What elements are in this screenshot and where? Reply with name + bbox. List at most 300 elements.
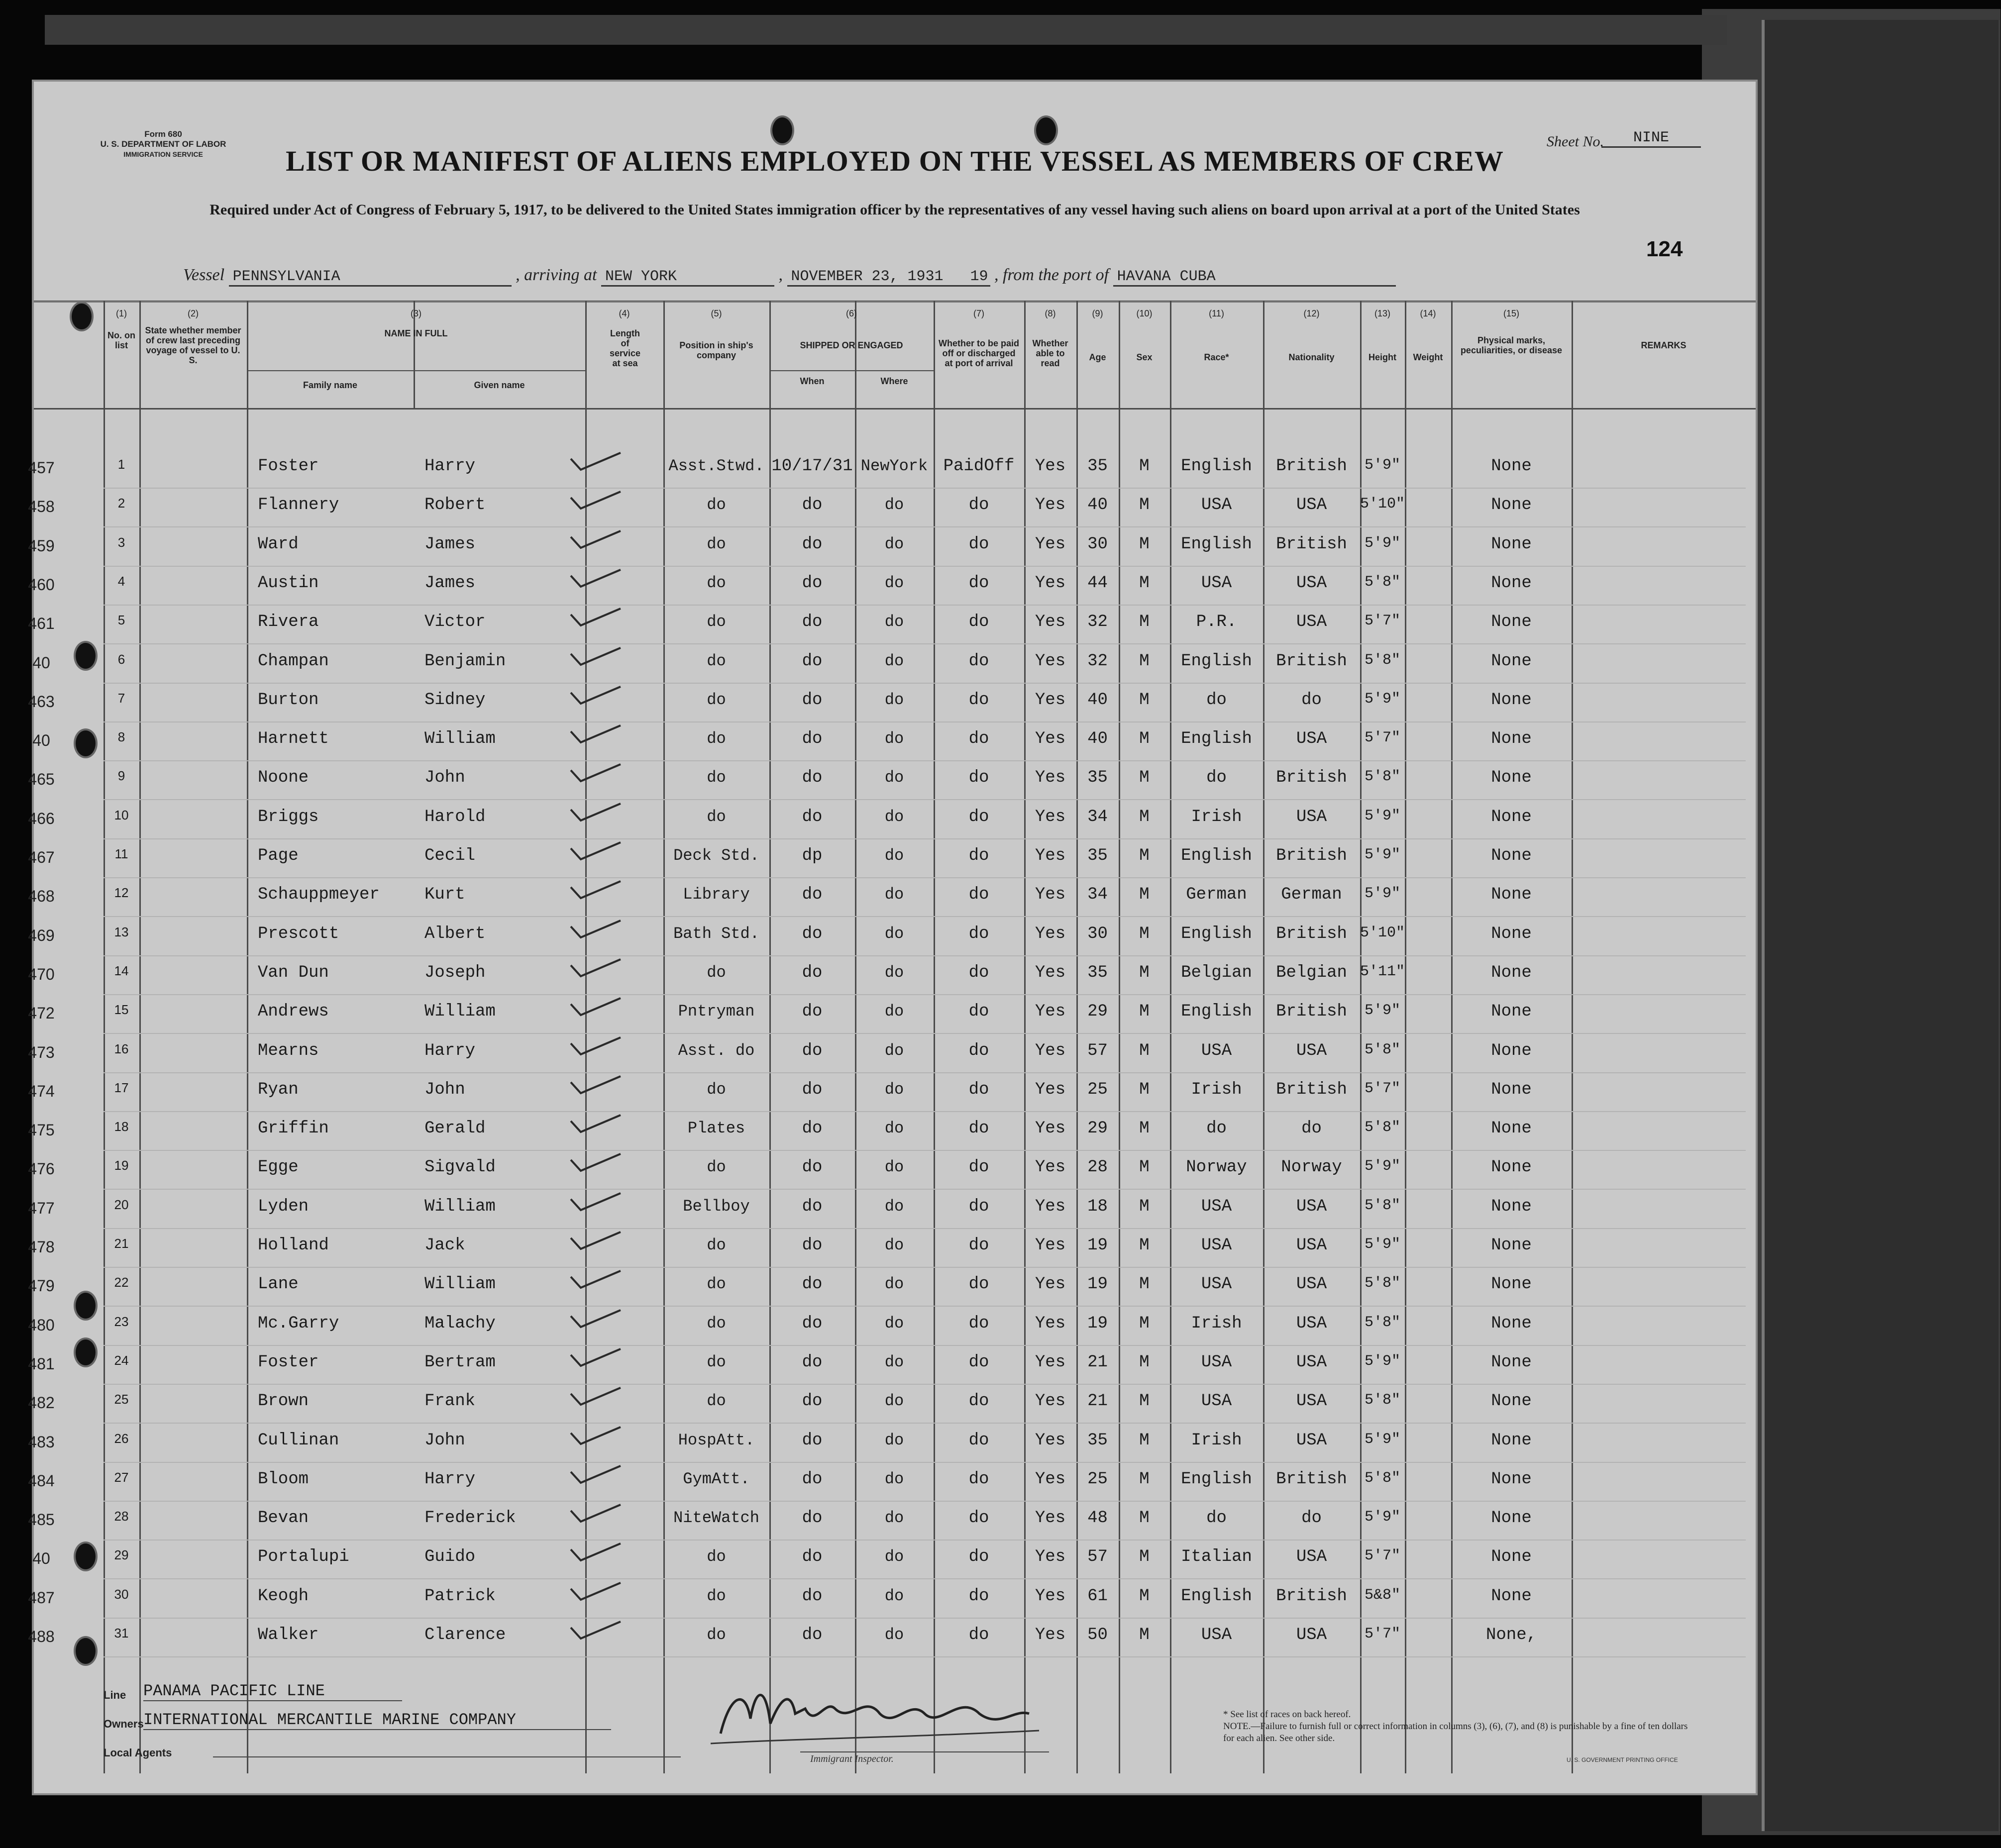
when-cell: do [802, 768, 823, 788]
sex-cell: M [1139, 1197, 1150, 1216]
footer-notes [1223, 1709, 1691, 1745]
age-cell: 32 [1087, 651, 1108, 671]
age-cell: 28 [1087, 1158, 1108, 1177]
nationality-cell: USA [1296, 1236, 1327, 1255]
age-cell: 21 [1087, 1352, 1108, 1372]
row-number: 29 [114, 1547, 129, 1563]
physical-cell: None [1491, 768, 1532, 788]
header-state-crew: State whether member of crew last preceding voyage of vessel to U. S. [145, 325, 241, 365]
nationality-cell: British [1276, 534, 1347, 554]
col-num-4: (4) [619, 308, 630, 318]
where-cell: NewYork [860, 457, 928, 475]
when-cell: do [802, 690, 823, 710]
sex-cell: M [1139, 1586, 1150, 1606]
vessel-label: Vessel [183, 266, 225, 284]
margin-serial-number: 468 [28, 887, 55, 906]
nationality-cell: do [1301, 690, 1322, 710]
race-cell: USA [1201, 1236, 1232, 1255]
check-mark-icon [569, 1465, 624, 1485]
family-name-cell: Portalupi [258, 1547, 349, 1567]
read-cell: Yes [1035, 534, 1066, 554]
given-name-cell: Frederick [424, 1509, 516, 1528]
sex-cell: M [1139, 963, 1150, 982]
nationality-cell: do [1301, 1119, 1322, 1138]
col-num-1: (1) [116, 308, 127, 318]
height-cell: 5'8" [1364, 1041, 1400, 1058]
age-cell: 25 [1087, 1080, 1108, 1099]
position-cell: GymAtt. [683, 1469, 750, 1488]
where-cell: do [884, 1586, 904, 1605]
read-cell: Yes [1035, 1314, 1066, 1333]
check-mark-icon [569, 920, 624, 939]
check-mark-icon [569, 958, 624, 978]
crew-rows [28, 82, 1756, 1793]
check-mark-icon [569, 1504, 624, 1524]
given-name-cell: James [424, 534, 476, 554]
family-name-cell: Harnett [258, 729, 329, 749]
given-name-cell: William [424, 1002, 496, 1022]
sex-cell: M [1139, 1469, 1150, 1489]
row-number: 27 [114, 1469, 129, 1485]
nationality-cell: USA [1296, 1392, 1327, 1411]
when-cell: do [802, 1197, 823, 1216]
given-name-cell: Victor [424, 613, 486, 632]
when-cell: do [802, 613, 823, 632]
where-cell: do [884, 846, 904, 865]
table-row [28, 995, 1756, 1034]
paid-off-cell: do [968, 1626, 989, 1644]
where-cell: do [884, 534, 904, 553]
margin-serial-number: 475 [28, 1121, 55, 1139]
given-name-cell: James [424, 573, 476, 593]
age-cell: 29 [1087, 1119, 1108, 1138]
check-mark-icon [569, 452, 624, 472]
margin-serial-number: 476 [28, 1160, 55, 1178]
position-cell: Deck Std. [673, 846, 759, 865]
table-row [28, 1034, 1756, 1073]
paid-off-cell: do [968, 496, 989, 515]
paid-off-cell: do [968, 1197, 989, 1216]
family-name-cell: Walker [258, 1626, 319, 1644]
family-name-cell: Rivera [258, 613, 319, 632]
physical-cell: None [1491, 457, 1532, 476]
race-cell: Irish [1191, 807, 1242, 826]
where-cell: do [884, 885, 904, 904]
sex-cell: M [1139, 1352, 1150, 1372]
when-cell: dp [802, 846, 823, 865]
check-mark-icon [569, 841, 624, 861]
row-number: 25 [114, 1392, 129, 1407]
height-cell: 5&8" [1364, 1586, 1400, 1604]
position-cell: Plates [687, 1119, 745, 1138]
given-name-cell: Sigvald [424, 1158, 496, 1177]
height-cell: 5'8" [1364, 1469, 1400, 1487]
check-mark-icon [569, 724, 624, 744]
table-row [28, 801, 1756, 839]
sheet-number-label: Sheet No. [1547, 133, 1604, 150]
col-num-6: (6) [846, 308, 857, 318]
races-note: * See list of races on back hereof. [1223, 1709, 1351, 1720]
when-cell: do [802, 1041, 823, 1060]
nationality-cell: USA [1296, 1275, 1327, 1294]
age-cell: 30 [1087, 924, 1108, 943]
nationality-cell: USA [1296, 1197, 1327, 1216]
col-num-15: (15) [1503, 308, 1519, 318]
paid-off-cell: PaidOff [943, 457, 1015, 476]
position-cell: Pntryman [678, 1002, 755, 1021]
table-row [28, 1073, 1756, 1112]
where-cell: do [884, 729, 904, 748]
race-cell: do [1206, 690, 1227, 710]
row-number: 21 [114, 1236, 129, 1251]
margin-serial-number: 480 [28, 1316, 55, 1334]
given-name-cell: Harry [424, 1041, 476, 1060]
height-cell: 5'7" [1364, 1626, 1400, 1643]
local-agents-line [213, 1756, 681, 1757]
given-name-cell: William [424, 1275, 496, 1294]
physical-cell: None [1491, 613, 1532, 632]
check-mark-icon [569, 1348, 624, 1368]
when-cell: do [802, 534, 823, 554]
where-cell: do [884, 963, 904, 982]
family-name-cell: Austin [258, 573, 319, 593]
race-cell: USA [1201, 573, 1232, 593]
where-cell: do [884, 1469, 904, 1488]
physical-cell: None [1491, 924, 1532, 943]
nationality-cell: British [1276, 924, 1347, 943]
age-cell: 35 [1087, 1431, 1108, 1450]
paid-off-cell: do [968, 846, 989, 865]
header-nationality: Nationality [1288, 352, 1335, 362]
physical-cell: None [1491, 885, 1532, 905]
race-cell: English [1181, 1002, 1252, 1022]
race-cell: English [1181, 846, 1252, 865]
sex-cell: M [1139, 1041, 1150, 1060]
line-label: Line [104, 1689, 126, 1701]
height-cell: 5'10" [1360, 496, 1405, 513]
margin-serial-number: 483 [28, 1433, 55, 1451]
nationality-cell: USA [1296, 729, 1327, 749]
physical-cell: None [1491, 846, 1532, 865]
given-name-cell: Robert [424, 496, 486, 515]
row-number: 8 [117, 729, 125, 745]
sex-cell: M [1139, 534, 1150, 554]
row-number: 31 [114, 1626, 129, 1641]
read-cell: Yes [1035, 1431, 1066, 1450]
nationality-cell: Belgian [1276, 963, 1347, 982]
owners-label: Owners [104, 1718, 144, 1730]
nationality-cell: USA [1296, 573, 1327, 593]
physical-cell: None, [1485, 1626, 1537, 1644]
where-cell: do [884, 1547, 904, 1566]
sex-cell: M [1139, 1314, 1150, 1333]
read-cell: Yes [1035, 457, 1066, 476]
sheet-number-value: NINE [1601, 129, 1701, 148]
row-number: 19 [114, 1158, 129, 1173]
when-cell: do [802, 924, 823, 943]
family-name-cell: Egge [258, 1158, 299, 1177]
table-row [28, 1424, 1756, 1463]
age-cell: 29 [1087, 1002, 1108, 1022]
sex-cell: M [1139, 1275, 1150, 1294]
table-row [28, 1619, 1756, 1657]
when-cell: do [802, 1392, 823, 1411]
physical-cell: None [1491, 1275, 1532, 1294]
position-cell: Asst.Stwd. [668, 457, 764, 475]
read-cell: Yes [1035, 885, 1066, 905]
physical-cell: None [1491, 496, 1532, 515]
race-cell: USA [1201, 1275, 1232, 1294]
when-cell: do [802, 1158, 823, 1177]
read-cell: Yes [1035, 613, 1066, 632]
physical-cell: None [1491, 1586, 1532, 1606]
table-row [28, 450, 1756, 489]
row-number: 26 [114, 1431, 129, 1446]
nationality-cell: USA [1296, 1314, 1327, 1333]
race-cell: do [1206, 768, 1227, 788]
header-when: When [800, 376, 825, 386]
when-cell: do [802, 1002, 823, 1022]
sex-cell: M [1139, 1431, 1150, 1450]
given-name-cell: Harold [424, 807, 486, 826]
where-cell: do [884, 1509, 904, 1528]
physical-cell: None [1491, 729, 1532, 749]
when-cell: do [802, 807, 823, 826]
position-cell: Bath Std. [673, 924, 759, 943]
nationality-cell: British [1276, 1080, 1347, 1099]
when-cell: do [802, 885, 823, 905]
table-row [28, 839, 1756, 878]
row-number: 20 [114, 1197, 129, 1212]
row-number: 6 [117, 651, 125, 667]
read-cell: Yes [1035, 573, 1066, 593]
where-cell: do [884, 924, 904, 943]
local-agents-label: Local Agents [104, 1746, 172, 1759]
row-number: 15 [114, 1002, 129, 1018]
table-row [28, 918, 1756, 956]
height-cell: 5'9" [1364, 1236, 1400, 1253]
margin-serial-number: 473 [28, 1043, 55, 1061]
family-name-cell: Griffin [258, 1119, 329, 1138]
given-name-cell: Frank [424, 1392, 476, 1411]
position-cell: do [707, 1275, 726, 1294]
age-cell: 35 [1087, 457, 1108, 476]
when-cell: do [802, 1275, 823, 1294]
given-name-cell: William [424, 729, 496, 749]
check-mark-icon [569, 1582, 624, 1602]
physical-cell: None [1491, 1314, 1532, 1333]
header-shipped: SHIPPED OR ENGAGED [800, 340, 903, 350]
family-name-cell: Bevan [258, 1509, 309, 1528]
where-cell: do [884, 768, 904, 787]
height-cell: 5'7" [1364, 1080, 1400, 1097]
position-cell: NiteWatch [673, 1509, 759, 1528]
paid-off-cell: do [968, 1392, 989, 1411]
stacked-pages-edge-back [1762, 20, 1999, 1831]
given-name-cell: John [424, 1080, 465, 1099]
position-cell: HospAtt. [678, 1431, 755, 1449]
given-name-cell: Benjamin [424, 651, 506, 671]
age-cell: 21 [1087, 1392, 1108, 1411]
table-row [34, 722, 1756, 761]
given-name-cell: Bertram [424, 1352, 496, 1372]
height-cell: 5'8" [1364, 1392, 1400, 1409]
col-num-2: (2) [188, 308, 199, 318]
physical-cell: None [1491, 534, 1532, 554]
col-num-14: (14) [1420, 308, 1436, 318]
where-cell: do [884, 613, 904, 631]
height-cell: 5'10" [1360, 924, 1405, 941]
age-cell: 35 [1087, 768, 1108, 788]
row-number: 24 [114, 1352, 129, 1368]
age-cell: 19 [1087, 1236, 1108, 1255]
nationality-cell: British [1276, 1586, 1347, 1606]
row-number: 9 [117, 768, 125, 784]
height-cell: 5'8" [1364, 1275, 1400, 1292]
race-cell: English [1181, 651, 1252, 671]
row-number: 18 [114, 1119, 129, 1134]
when-cell: do [802, 729, 823, 749]
inspector-line [800, 1751, 1049, 1752]
when-cell: do [802, 1431, 823, 1450]
arriving-label: , arriving at [516, 266, 597, 284]
where-cell: do [884, 1352, 904, 1371]
table-row [28, 489, 1756, 527]
header-position: Position in ship's company [679, 340, 753, 360]
position-cell: do [707, 534, 726, 553]
nationality-cell: British [1276, 846, 1347, 865]
header-age: Age [1089, 352, 1106, 362]
where-cell: do [884, 1314, 904, 1333]
margin-serial-number: 40 [32, 1549, 50, 1568]
age-cell: 44 [1087, 573, 1108, 593]
when-cell: do [802, 1352, 823, 1372]
vessel-line: Vessel PENNSYLVANIA , arriving at NEW YORK , NOVEMBER 23, 1931 19 , from the port of HAVANA CUBA [183, 266, 1726, 287]
check-mark-icon [569, 530, 624, 550]
check-mark-icon [569, 1231, 624, 1251]
height-cell: 5'9" [1364, 690, 1400, 708]
nationality-cell: USA [1296, 1041, 1327, 1060]
check-mark-icon [569, 1270, 624, 1290]
race-cell: Italian [1181, 1547, 1252, 1567]
height-cell: 5'9" [1364, 457, 1400, 474]
age-cell: 30 [1087, 534, 1108, 554]
check-mark-icon [569, 803, 624, 822]
nationality-cell: USA [1296, 1626, 1327, 1644]
position-cell: do [707, 1586, 726, 1605]
header-read: Whether able to read [1032, 338, 1068, 368]
check-mark-icon [569, 1309, 624, 1329]
given-name-cell: Harry [424, 1469, 476, 1489]
when-cell: do [802, 573, 823, 593]
given-name-cell: Malachy [424, 1314, 496, 1333]
when-cell: do [802, 963, 823, 982]
check-mark-icon [569, 997, 624, 1017]
given-name-cell: Joseph [424, 963, 486, 982]
sex-cell: M [1139, 1080, 1150, 1099]
read-cell: Yes [1035, 1509, 1066, 1528]
given-name-cell: William [424, 1197, 496, 1216]
position-cell: do [707, 1158, 726, 1177]
nationality-cell: USA [1296, 807, 1327, 826]
paid-off-cell: do [968, 1002, 989, 1022]
header-weight: Weight [1413, 352, 1443, 362]
nationality-cell: German [1281, 885, 1342, 905]
height-cell: 5'9" [1364, 1431, 1400, 1448]
check-mark-icon [569, 1542, 624, 1562]
margin-serial-number: 482 [28, 1394, 55, 1412]
family-name-cell: Brown [258, 1392, 309, 1411]
paid-off-cell: do [968, 1236, 989, 1255]
where-cell: do [884, 1080, 904, 1099]
sex-cell: M [1139, 729, 1150, 749]
margin-serial-number: 460 [28, 575, 55, 594]
header-height: Height [1369, 352, 1396, 362]
physical-cell: None [1491, 1002, 1532, 1022]
where-cell: do [884, 1002, 904, 1021]
line-value: PANAMA PACIFIC LINE [143, 1682, 402, 1701]
race-cell: P.R. [1196, 613, 1237, 632]
check-mark-icon [569, 1621, 624, 1641]
header-given-name: Given name [474, 380, 525, 390]
arrival-port: NEW YORK [601, 268, 774, 287]
check-mark-icon [569, 569, 624, 589]
position-cell: do [707, 613, 726, 631]
header-physical: Physical marks, peculiarities, or disease [1460, 335, 1563, 355]
when-cell: 10/17/31 [771, 457, 853, 476]
row-number: 4 [117, 573, 125, 589]
col-num-5: (5) [711, 308, 722, 318]
read-cell: Yes [1035, 1002, 1066, 1022]
margin-serial-number: 465 [28, 770, 55, 789]
read-cell: Yes [1035, 1626, 1066, 1644]
read-cell: Yes [1035, 729, 1066, 749]
race-cell: English [1181, 1586, 1252, 1606]
family-name-cell: Bloom [258, 1469, 309, 1489]
margin-serial-number: 477 [28, 1199, 55, 1217]
where-cell: do [884, 1275, 904, 1294]
given-name-cell: Cecil [424, 846, 476, 865]
check-mark-icon [569, 1153, 624, 1173]
nationality-cell: British [1276, 457, 1347, 476]
paid-off-cell: do [968, 1352, 989, 1372]
where-cell: do [884, 1197, 904, 1216]
position-cell: do [707, 1352, 726, 1371]
physical-cell: None [1491, 573, 1532, 593]
header-length-service: Length of service at sea [609, 328, 641, 368]
physical-cell: None [1491, 807, 1532, 826]
margin-serial-number: 484 [28, 1471, 55, 1490]
table-row [34, 645, 1756, 684]
family-name-cell: Champan [258, 651, 329, 671]
header-where: Where [880, 376, 908, 386]
sex-cell: M [1139, 1119, 1150, 1138]
age-cell: 18 [1087, 1197, 1108, 1216]
check-mark-icon [569, 1192, 624, 1212]
read-cell: Yes [1035, 690, 1066, 710]
paid-off-cell: do [968, 768, 989, 788]
table-row [28, 1385, 1756, 1424]
height-cell: 5'7" [1364, 729, 1400, 747]
paid-off-cell: do [968, 1431, 989, 1450]
paid-off-cell: do [968, 1586, 989, 1606]
family-name-cell: Burton [258, 690, 319, 710]
sex-cell: M [1139, 690, 1150, 710]
margin-serial-number: 466 [28, 809, 55, 827]
read-cell: Yes [1035, 924, 1066, 943]
height-cell: 5'8" [1364, 573, 1400, 591]
margin-serial-number: 479 [28, 1277, 55, 1295]
